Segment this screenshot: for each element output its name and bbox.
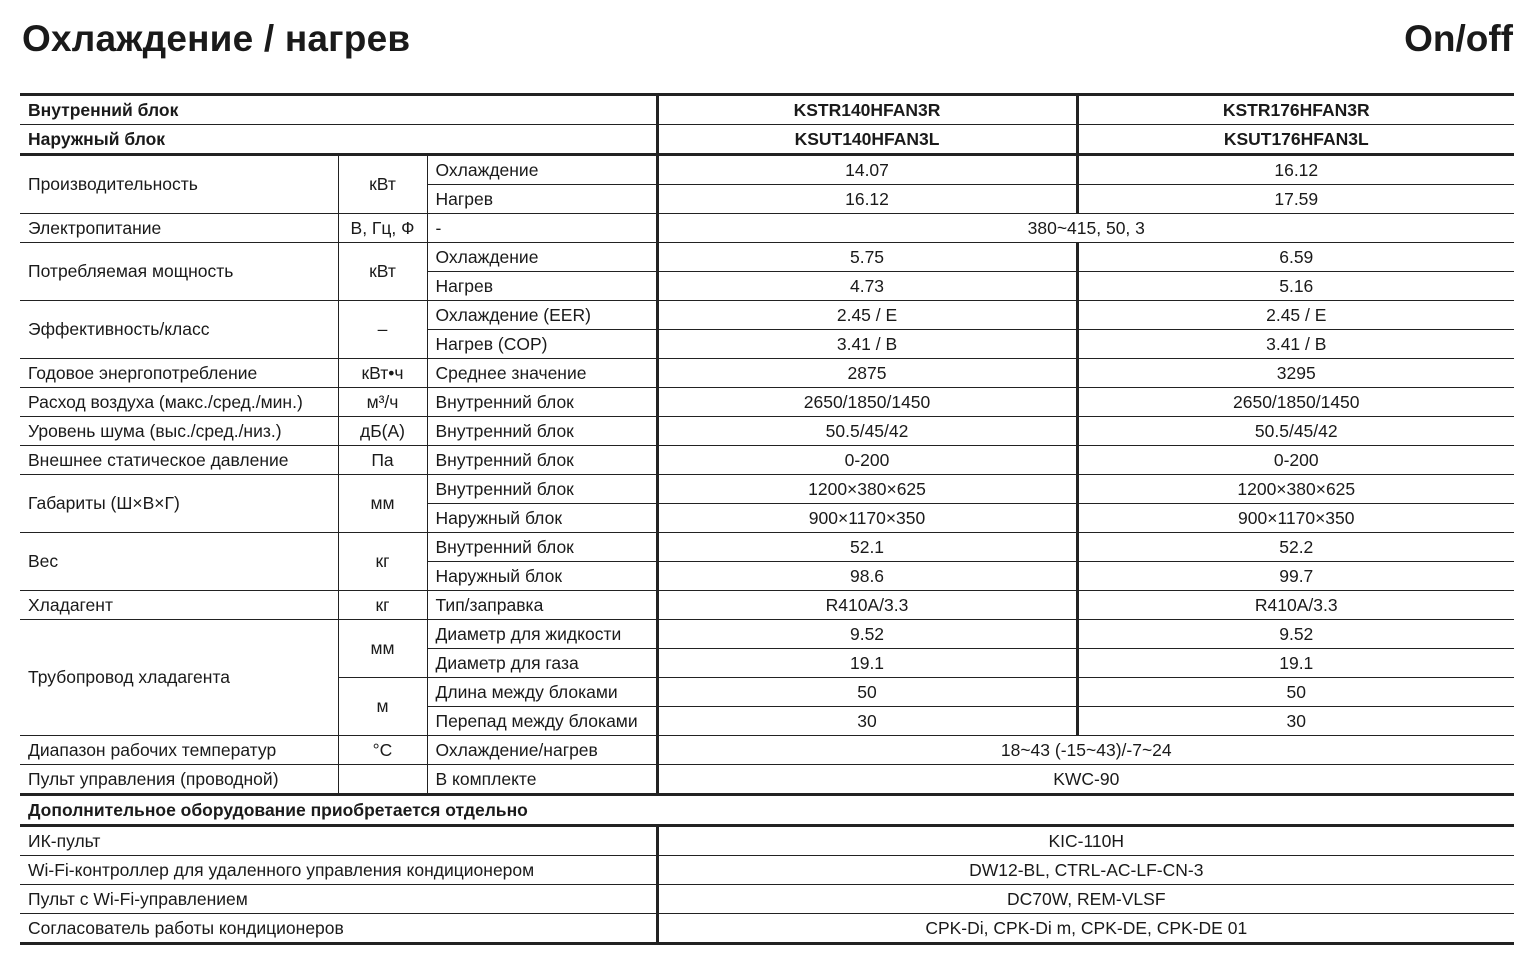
outdoor-model-2: KSUT176HFAN3L: [1077, 125, 1514, 155]
value-weight-indoor-2: 52.2: [1077, 533, 1514, 562]
value-dimensions-outdoor-1: 900×1170×350: [657, 504, 1077, 533]
sub-weight-outdoor: Наружный блок: [427, 562, 657, 591]
unit-piping-m: м: [338, 678, 427, 736]
value-noise-1: 50.5/45/42: [657, 417, 1077, 446]
sub-airflow: Внутренний блок: [427, 388, 657, 417]
accessory-value-ir-remote: KIC-110H: [657, 826, 1514, 856]
sub-piping-length: Длина между блоками: [427, 678, 657, 707]
value-dimensions-indoor-2: 1200×380×625: [1077, 475, 1514, 504]
sub-temp-range: Охлаждение/нагрев: [427, 736, 657, 765]
param-power-supply: Электропитание: [20, 214, 338, 243]
table-row-temp-range: [20, 736, 1514, 765]
table-row-power-cooling: [20, 243, 1514, 272]
param-annual-energy: Годовое энергопотребление: [20, 359, 338, 388]
accessory-value-coordinator: CPK-Di, CPK-Di m, CPK-DE, CPK-DE 01: [657, 914, 1514, 944]
unit-temp-range: °C: [338, 736, 427, 765]
accessory-label-wifi-controller: Wi-Fi-контроллер для удаленного управления кондиционером: [20, 856, 657, 885]
value-capacity-cooling-2: 16.12: [1077, 155, 1514, 185]
table-row-capacity-cooling: [20, 155, 1514, 185]
sub-annual-energy: Среднее значение: [427, 359, 657, 388]
value-power-heating-2: 5.16: [1077, 272, 1514, 301]
param-dimensions: Габариты (Ш×В×Г): [20, 475, 338, 533]
value-dimensions-outdoor-2: 900×1170×350: [1077, 504, 1514, 533]
table-row-dimensions-indoor: [20, 475, 1514, 504]
value-piping-height-1: 30: [657, 707, 1077, 736]
table-row-refrigerant: [20, 591, 1514, 620]
sub-dimensions-indoor: Внутренний блок: [427, 475, 657, 504]
unit-airflow: м³/ч: [338, 388, 427, 417]
unit-dimensions: мм: [338, 475, 427, 533]
table-row-accessory-ir-remote: [20, 826, 1514, 856]
value-capacity-heating-1: 16.12: [657, 185, 1077, 214]
param-capacity: Производительность: [20, 155, 338, 214]
table-row-accessories-heading: [20, 795, 1514, 826]
param-static-pressure: Внешнее статическое давление: [20, 446, 338, 475]
unit-wired-remote: [338, 765, 427, 795]
table-row-outdoor-model: [20, 125, 1514, 155]
mode-label: On/off: [1404, 18, 1513, 59]
unit-power-consumption: кВт: [338, 243, 427, 301]
value-efficiency-cop-1: 3.41 / B: [657, 330, 1077, 359]
sub-noise: Внутренний блок: [427, 417, 657, 446]
unit-noise: дБ(А): [338, 417, 427, 446]
table-row-noise: [20, 417, 1514, 446]
value-static-pressure-2: 0-200: [1077, 446, 1514, 475]
sub-efficiency-eer: Охлаждение (EER): [427, 301, 657, 330]
value-dimensions-indoor-1: 1200×380×625: [657, 475, 1077, 504]
table-row-indoor-model: [20, 95, 1514, 125]
accessory-label-wifi-remote: Пульт с Wi-Fi-управлением: [20, 885, 657, 914]
param-temp-range: Диапазон рабочих температур: [20, 736, 338, 765]
table-row-weight-indoor: [20, 533, 1514, 562]
value-piping-gas-1: 19.1: [657, 649, 1077, 678]
table-row-wired-remote: [20, 765, 1514, 795]
indoor-model-1: KSTR140HFAN3R: [657, 95, 1077, 125]
table-row-power-supply: [20, 214, 1514, 243]
value-annual-energy-2: 3295: [1077, 359, 1514, 388]
value-power-cooling-2: 6.59: [1077, 243, 1514, 272]
param-noise: Уровень шума (выс./сред./низ.): [20, 417, 338, 446]
value-airflow-1: 2650/1850/1450: [657, 388, 1077, 417]
unit-weight: кг: [338, 533, 427, 591]
unit-power-supply: В, Гц, Ф: [338, 214, 427, 243]
unit-efficiency: –: [338, 301, 427, 359]
value-piping-gas-2: 19.1: [1077, 649, 1514, 678]
indoor-model-2: KSTR176HFAN3R: [1077, 95, 1514, 125]
sub-piping-height: Перепад между блоками: [427, 707, 657, 736]
table-row-airflow: [20, 388, 1514, 417]
outdoor-block-label: Наружный блок: [20, 125, 657, 155]
value-piping-height-2: 30: [1077, 707, 1514, 736]
value-piping-liquid-2: 9.52: [1077, 620, 1514, 649]
sub-dimensions-outdoor: Наружный блок: [427, 504, 657, 533]
table-row-efficiency-eer: [20, 301, 1514, 330]
sub-piping-gas: Диаметр для газа: [427, 649, 657, 678]
value-wired-remote: KWC-90: [657, 765, 1514, 795]
value-weight-indoor-1: 52.1: [657, 533, 1077, 562]
accessory-value-wifi-controller: DW12-BL, CTRL-AC-LF-CN-3: [657, 856, 1514, 885]
sub-weight-indoor: Внутренний блок: [427, 533, 657, 562]
unit-capacity: кВт: [338, 155, 427, 214]
table-row-accessory-wifi-remote: [20, 885, 1514, 914]
sub-capacity-heating: Нагрев: [427, 185, 657, 214]
accessory-label-ir-remote: ИК-пульт: [20, 826, 657, 856]
value-piping-length-1: 50: [657, 678, 1077, 707]
value-capacity-heating-2: 17.59: [1077, 185, 1514, 214]
sub-power-heating: Нагрев: [427, 272, 657, 301]
value-capacity-cooling-1: 14.07: [657, 155, 1077, 185]
value-piping-liquid-1: 9.52: [657, 620, 1077, 649]
unit-piping-mm: мм: [338, 620, 427, 678]
value-noise-2: 50.5/45/42: [1077, 417, 1514, 446]
param-weight: Вес: [20, 533, 338, 591]
unit-refrigerant: кг: [338, 591, 427, 620]
sub-power-cooling: Охлаждение: [427, 243, 657, 272]
value-weight-outdoor-2: 99.7: [1077, 562, 1514, 591]
outdoor-model-1: KSUT140HFAN3L: [657, 125, 1077, 155]
value-refrigerant-2: R410A/3.3: [1077, 591, 1514, 620]
indoor-block-label: Внутренний блок: [20, 95, 657, 125]
sub-efficiency-cop: Нагрев (COP): [427, 330, 657, 359]
value-weight-outdoor-1: 98.6: [657, 562, 1077, 591]
value-power-heating-1: 4.73: [657, 272, 1077, 301]
table-row-accessory-wifi-controller: [20, 856, 1514, 885]
accessory-label-coordinator: Согласователь работы кондиционеров: [20, 914, 657, 944]
param-wired-remote: Пульт управления (проводной): [20, 765, 338, 795]
value-efficiency-eer-1: 2.45 / E: [657, 301, 1077, 330]
sub-piping-liquid: Диаметр для жидкости: [427, 620, 657, 649]
accessory-value-wifi-remote: DC70W, REM-VLSF: [657, 885, 1514, 914]
accessories-heading: Дополнительное оборудование приобретается отдельно: [20, 795, 1514, 826]
specs-table: [20, 93, 1514, 945]
param-power-consumption: Потребляемая мощность: [20, 243, 338, 301]
value-static-pressure-1: 0-200: [657, 446, 1077, 475]
unit-annual-energy: кВт•ч: [338, 359, 427, 388]
param-refrigerant: Хладагент: [20, 591, 338, 620]
param-airflow: Расход воздуха (макс./сред./мин.): [20, 388, 338, 417]
param-piping: Трубопровод хладагента: [20, 620, 338, 736]
table-row-accessory-coordinator: [20, 914, 1514, 944]
table-row-annual-energy: [20, 359, 1514, 388]
sub-power-supply: -: [427, 214, 657, 243]
param-efficiency: Эффективность/класс: [20, 301, 338, 359]
value-piping-length-2: 50: [1077, 678, 1514, 707]
page-title: Охлаждение / нагрев: [22, 18, 411, 59]
value-efficiency-eer-2: 2.45 / E: [1077, 301, 1514, 330]
value-airflow-2: 2650/1850/1450: [1077, 388, 1514, 417]
value-refrigerant-1: R410A/3.3: [657, 591, 1077, 620]
sub-refrigerant: Тип/заправка: [427, 591, 657, 620]
sub-wired-remote: В комплекте: [427, 765, 657, 795]
sub-static-pressure: Внутренний блок: [427, 446, 657, 475]
value-annual-energy-1: 2875: [657, 359, 1077, 388]
sub-capacity-cooling: Охлаждение: [427, 155, 657, 185]
value-power-supply: 380~415, 50, 3: [657, 214, 1514, 243]
table-row-piping-liquid: [20, 620, 1514, 649]
table-row-static-pressure: [20, 446, 1514, 475]
unit-static-pressure: Па: [338, 446, 427, 475]
value-power-cooling-1: 5.75: [657, 243, 1077, 272]
value-temp-range: 18~43 (-15~43)/-7~24: [657, 736, 1514, 765]
value-efficiency-cop-2: 3.41 / B: [1077, 330, 1514, 359]
